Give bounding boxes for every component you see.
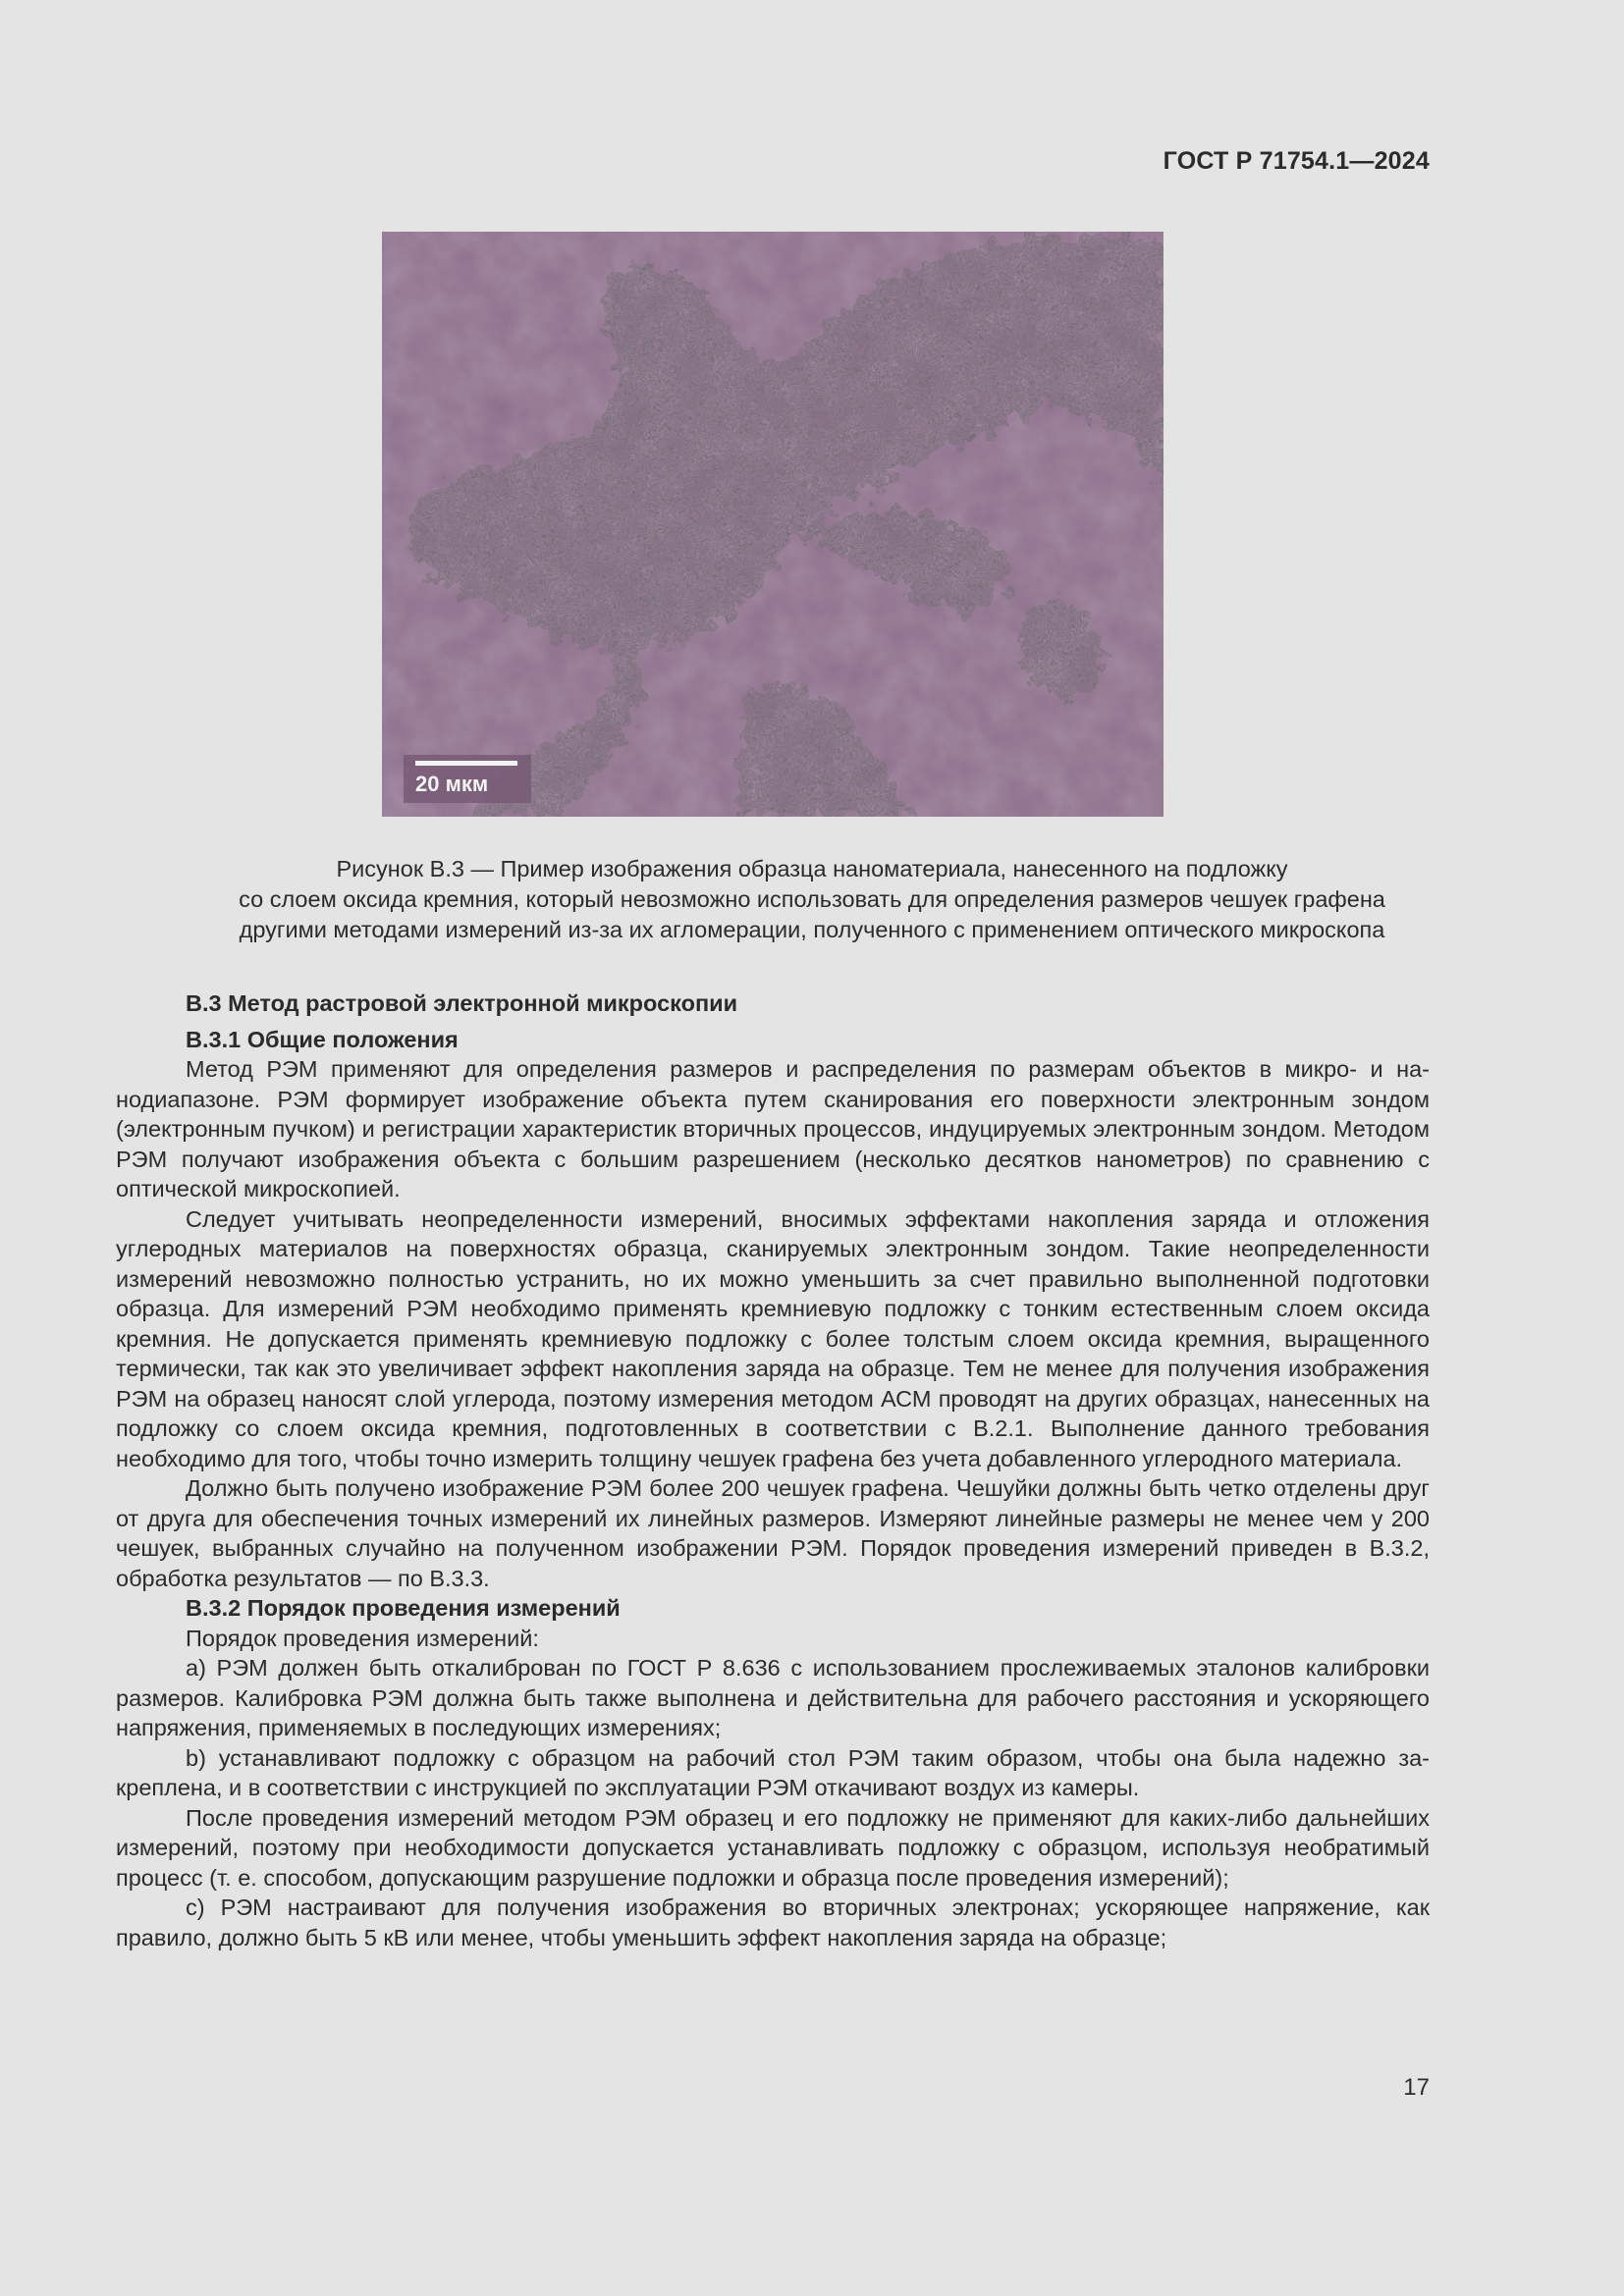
- figure-caption: [116, 854, 1508, 945]
- paragraph: После проведения измерений методом РЭМ образец и его подложку не применяют для каких-либо дальнейших измерений, поэтому при необходимости допускается устанавливать подложку с образцом, используя необратимый процесс (т. е. способом, допускающим разрушение подложки и образца после проведения измерений);: [116, 1804, 1430, 1891]
- section-heading-b3: В.3 Метод растровой электронной микроскопии: [186, 990, 738, 1016]
- caption-line: Рисунок В.3 — Пример изображения образца наноматериала, нанесенного на подложку: [336, 856, 1288, 881]
- scale-bar: [404, 755, 531, 803]
- paragraph: Порядок проведения измерений:: [186, 1625, 539, 1651]
- paragraph: Метод РЭМ применяют для определения размеров и распределения по размерам объектов в микро- и нанодиапазоне. РЭМ формирует изображение объекта путем сканирования его поверхности электронным зондом (электронным пучком) и регистрации характеристик вторичных процессов, индуцируемых электронным зондом. Методом РЭМ получают изображения объекта с большим разрешением (несколько десятков нанометров) по сравнению с оптической микроскопией.: [116, 1056, 1430, 1201]
- scale-bar-line: [415, 761, 517, 766]
- section-heading-b32: В.3.2 Порядок проведения измерений: [186, 1595, 621, 1621]
- caption-line: другими методами измерений из-за их агломерации, полученного с применением оптического микроскопа: [239, 917, 1385, 942]
- paragraph: Должно быть получено изображение РЭМ более 200 чешуек графена. Чешуйки должны быть четко отделены друг от друга для обеспечения точных измерений их линейных размеров. Измеряют линейные размеры не менее чем у 200 чешуек, выбранных случайно на полученном изображении РЭМ. Порядок проведения измерений приведен в В.3.2, обработка результатов — по В.3.3.: [116, 1475, 1430, 1591]
- section-heading-b31: В.3.1 Общие положения: [186, 1026, 459, 1052]
- document-body: [116, 988, 1430, 1952]
- paragraph: Следует учитывать неопределенности измерений, вносимых эффектами накопления заряда и отложения углеродных материалов на поверхностях образца, сканируемых электронным зондом. Такие неопределенности измерений невозможно полностью устранить, но их можно уменьшить за счет правильно выполненной подготовки образца. Для измерений РЭМ необходимо применять кремниевую подложку с тонким естественным слоем оксида кремния. Не допускается применять кремниевую подложку с более толстым слоем оксида кремния, выращенного термически, так как это увеличивает эффект накопления заряда на образце. Тем не менее для получения изображения РЭМ на образец наносят слой углерода, поэтому измерения методом АСМ проводят на других образцах, нанесенных на подложку со слоем оксида кремния, подготовленных в соответствии с В.2.1. Выполнение данного требования необходимо для того, чтобы точно измерить толщину чешуек графена без учета добавленного углеродного материала.: [116, 1205, 1430, 1471]
- document-code: ГОСТ Р 71754.1—2024: [1163, 147, 1430, 175]
- list-item-c: c) РЭМ настраивают для получения изображения во вторичных электронах; ускоряющее напряжение, как правило, должно быть 5 кВ или менее, чтобы уменьшить эффект накопления заряда на образце;: [116, 1895, 1430, 1950]
- list-item-a: a) РЭМ должен быть откалиброван по ГОСТ Р 8.636 с использованием прослеживаемых эталонов калибровки размеров. Калибровка РЭМ должна быть также выполнена и действительна для рабочего расстояния и ускоряющего напряжения, применяемых в последующих измерениях;: [116, 1655, 1430, 1740]
- scale-bar-label: 20 мкм: [415, 772, 489, 796]
- list-item-b: b) устанавливают подложку с образцом на рабочий стол РЭМ таким образом, чтобы она была надежно закреплена, и в соответствии с инструкцией по эксплуатации РЭМ откачивают воздух из камеры.: [116, 1744, 1430, 1800]
- micrograph-image: [382, 232, 1164, 817]
- caption-line: со слоем оксида кремния, который невозможно использовать для определения размеров чешуек графена: [239, 886, 1385, 912]
- page-number: 17: [1403, 2074, 1430, 2101]
- figure-optical-micrograph: [382, 232, 1164, 817]
